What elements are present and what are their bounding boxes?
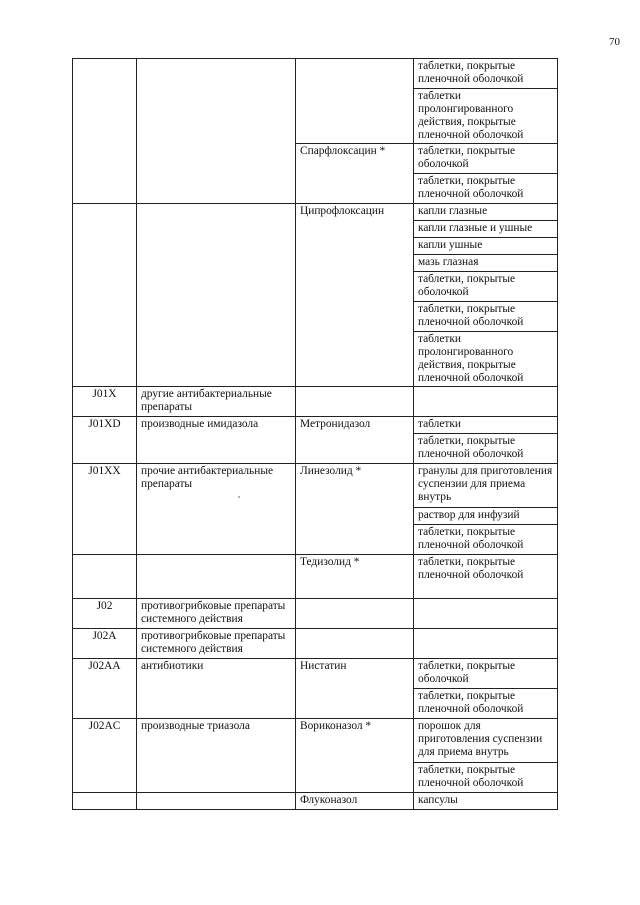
table-row [73, 719, 558, 763]
drug-name-cell: Вориконазол * [296, 719, 414, 793]
dosage-form-cell: таблетки, покрытые пленочной оболочкой [414, 525, 558, 555]
drug-name-cell: Тедизолид * [296, 555, 414, 599]
dosage-form-cell: таблетки, покрытые пленочной оболочкой [414, 434, 558, 464]
dosage-form-cell: таблетки, покрытые пленочной оболочкой [414, 763, 558, 793]
drug-name-cell [296, 599, 414, 629]
dosage-form-cell [414, 599, 558, 629]
dosage-form-cell: таблетки, покрытые оболочкой [414, 272, 558, 302]
group-name-cell: антибиотики [137, 659, 296, 719]
group-name-cell [137, 555, 296, 599]
group-name-cell [137, 59, 296, 204]
drug-name-cell: Линезолид * [296, 464, 414, 555]
drug-name-cell: Метронидазол [296, 417, 414, 464]
dosage-form-cell: гранулы для приготовления суспензии для приема внутрь [414, 464, 558, 508]
drug-name-cell: Флуконазол [296, 793, 414, 810]
atc-code-cell: J02A [73, 629, 137, 659]
table-row [73, 417, 558, 434]
table-row [73, 659, 558, 689]
group-name-cell: прочие антибактериальные препараты [137, 464, 296, 555]
scan-speck [238, 496, 240, 498]
group-name-cell [137, 793, 296, 810]
dosage-form-cell: таблетки, покрытые пленочной оболочкой [414, 174, 558, 204]
dosage-form-cell: порошок для приготовления суспензии для приема внутрь [414, 719, 558, 763]
drug-name-cell: Нистатин [296, 659, 414, 719]
dosage-form-cell [414, 629, 558, 659]
dosage-form-cell: раствор для инфузий [414, 508, 558, 525]
dosage-form-cell: капли ушные [414, 238, 558, 255]
atc-code-cell [73, 793, 137, 810]
table-row [73, 464, 558, 508]
dosage-form-cell: таблетки [414, 417, 558, 434]
dosage-form-cell: таблетки, покрытые оболочкой [414, 659, 558, 689]
page-number: 70 [609, 36, 620, 48]
atc-code-cell [73, 204, 137, 387]
dosage-form-cell: капли глазные [414, 204, 558, 221]
drug-name-cell [296, 387, 414, 417]
group-name-cell: производные имидазола [137, 417, 296, 464]
group-name-cell: другие антибактериальные препараты [137, 387, 296, 417]
atc-code-cell: J02AA [73, 659, 137, 719]
drug-name-cell [296, 59, 414, 144]
dosage-form-cell: таблетки пролонгированного действия, покрытые пленочной оболочкой [414, 332, 558, 387]
drug-name-cell: Спарфлоксацин * [296, 144, 414, 204]
table-row [73, 387, 558, 417]
drug-table [72, 58, 558, 810]
table-row [73, 59, 558, 89]
dosage-form-cell: мазь глазная [414, 255, 558, 272]
dosage-form-cell: таблетки, покрытые пленочной оболочкой [414, 689, 558, 719]
group-name-cell: противогрибковые препараты системного действия [137, 599, 296, 629]
group-name-cell [137, 204, 296, 387]
dosage-form-cell: таблетки, покрытые пленочной оболочкой [414, 302, 558, 332]
atc-code-cell: J02AC [73, 719, 137, 793]
atc-code-cell: J01X [73, 387, 137, 417]
group-name-cell: противогрибковые препараты системного действия [137, 629, 296, 659]
drug-name-cell [296, 629, 414, 659]
table-row [73, 599, 558, 629]
atc-code-cell: J01XX [73, 464, 137, 555]
dosage-form-cell: таблетки, покрытые оболочкой [414, 144, 558, 174]
dosage-form-cell: капли глазные и ушные [414, 221, 558, 238]
table-row [73, 555, 558, 599]
drug-name-cell: Ципрофлоксацин [296, 204, 414, 387]
dosage-form-cell: таблетки, покрытые пленочной оболочкой [414, 59, 558, 89]
atc-code-cell: J02 [73, 599, 137, 629]
dosage-form-cell: таблетки пролонгированного действия, покрытые пленочной оболочкой [414, 89, 558, 144]
table-row [73, 204, 558, 221]
group-name-cell: производные триазола [137, 719, 296, 793]
dosage-form-cell [414, 387, 558, 417]
atc-code-cell [73, 555, 137, 599]
table-row [73, 793, 558, 810]
atc-code-cell: J01XD [73, 417, 137, 464]
dosage-form-cell: капсулы [414, 793, 558, 810]
dosage-form-cell: таблетки, покрытые пленочной оболочкой [414, 555, 558, 599]
table-row [73, 629, 558, 659]
atc-code-cell [73, 59, 137, 204]
